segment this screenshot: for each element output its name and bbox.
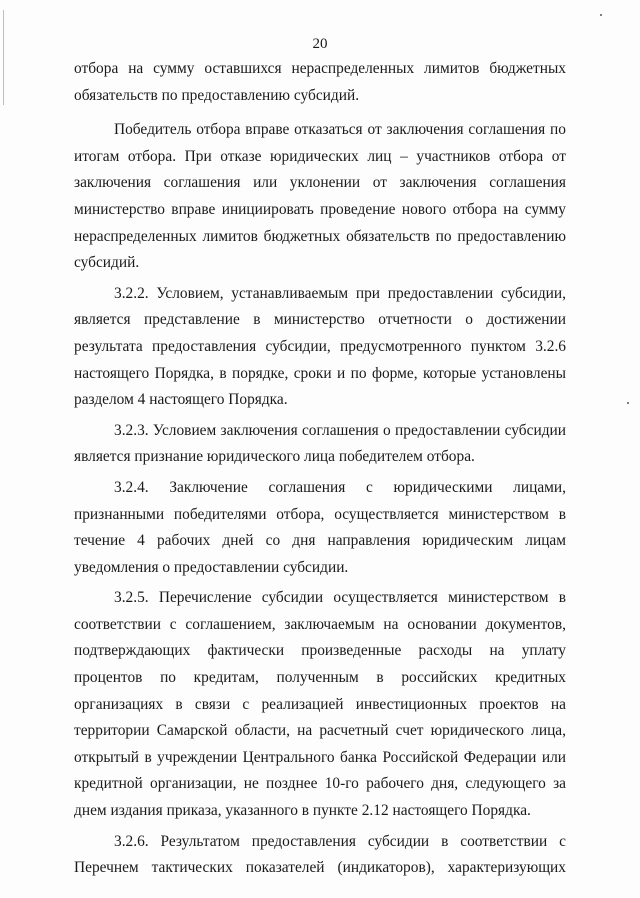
- scan-edge-line: [3, 10, 4, 105]
- paragraph-clause-3-2-5: 3.2.5. Перечисление субсидии осуществляется министерством в соответствии с соглашением, заключаемым на основании документов, подтверждающих фактически произведенные расходы на уплату процентов по кредитам, полученным в российских кредитных организациях в связи с реализацией инвестиционных проектов на территории Самарской области, на расчетный счет юридического лица, открытый в учреждении Центрального банка Российской Федерации или кредитной организации, не позднее 10-го рабочего дня, следующего за днем издания приказа, указанного в пункте 2.12 настоящего Порядка.: [74, 589, 566, 820]
- scan-speck: [600, 14, 602, 16]
- paragraph-winner-refusal: Победитель отбора вправе отказаться от заключения соглашения по итогам отбора. При отказе юридических лиц – участников отбора от заключения соглашения или уклонении от заключения соглашения министерство вправе инициировать проведение нового отбора на сумму нераспределенных лимитов бюджетных обязательств по предоставлению субсидий.: [74, 121, 566, 272]
- paragraph-clause-3-2-2: 3.2.2. Условием, устанавливаемым при предоставлении субсидии, является представление в министерство отчетности о достижении результата предоставления субсидии, предусмотренного пунктом 3.2.6 настоящего Порядка, в порядке, сроки и по форме, которые установлены разделом 4 настоящего Порядка.: [74, 284, 566, 409]
- paragraph-continuation: отбора на сумму оставшихся нераспределенных лимитов бюджетных обязательств по предоставлению субсидий.: [74, 60, 566, 104]
- page-number: 20: [312, 36, 328, 52]
- paragraph-clause-3-2-4: 3.2.4. Заключение соглашения с юридическими лицами, признанными победителями отбора, осуществляется министерством в течение 4 рабочих дней со дня направления юридическим лицам уведомления о предоставлении субсидии.: [74, 478, 566, 576]
- paragraph-clause-3-2-6: 3.2.6. Результатом предоставления субсидии в соответствии с Перечнем тактических показателей (индикаторов), характеризующих: [74, 832, 566, 877]
- scan-speck: [627, 402, 629, 404]
- document-body: [74, 56, 566, 882]
- paragraph-clause-3-2-3: 3.2.3. Условием заключения соглашения о предоставлении субсидии является признание юридического лица победителем отбора.: [74, 421, 566, 466]
